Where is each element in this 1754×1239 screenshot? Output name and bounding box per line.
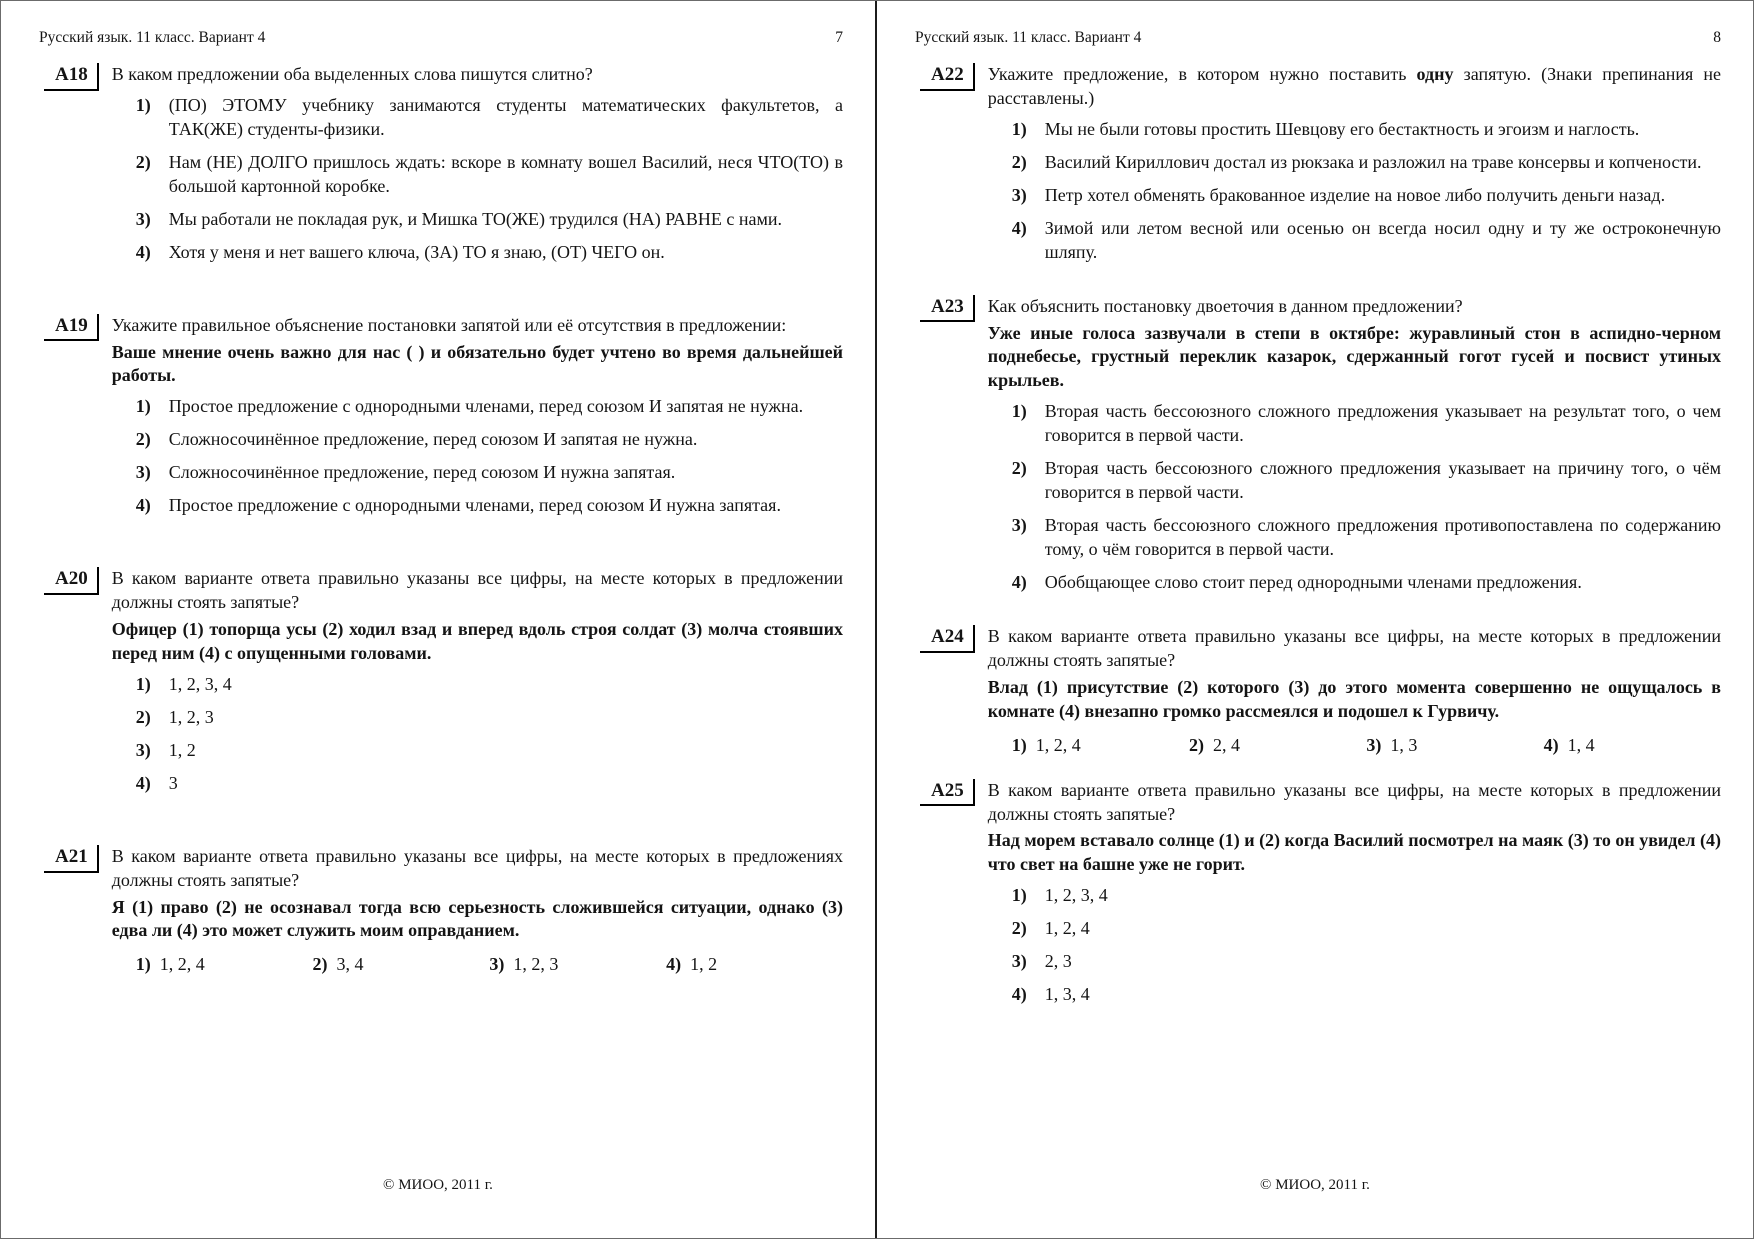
question-prompt: В каком варианте ответа правильно указаны все цифры, на месте которых в предложении должны стоять запятые? <box>987 625 1721 670</box>
answer-option-3: 3) 2, 3 <box>1011 951 1072 972</box>
answer-option-2: 2) 1, 2, 3 <box>135 706 214 727</box>
question-a21 <box>39 845 845 978</box>
question-prompt: В каком варианте ответа правильно указаны все цифры, на месте которых в предложениях должны стоять запятые? <box>111 845 843 890</box>
page-7 <box>1 1 877 1238</box>
answer-option-3: 3) Вторая часть бессоюзного сложного предложения противопоставлена по содержанию тому, о чём говорится в первой части. <box>1011 515 1721 559</box>
question-a20 <box>39 567 845 805</box>
question-label-a22: А22 <box>920 63 975 91</box>
answer-option-3: 3) Сложносочинённое предложение, перед союзом И нужна запятая. <box>135 462 676 483</box>
answer-option-2: 2) 3, 4 <box>312 954 364 975</box>
answer-option-1: 1) Вторая часть бессоюзного сложного предложения указывает на результат того, о чем говорится в первой части. <box>1011 401 1721 446</box>
answer-option-2: 2) 2, 4 <box>1189 734 1241 755</box>
question-label-a18: А18 <box>44 63 99 91</box>
question-prompt: Укажите предложение, в котором нужно поставить одну запятую. (Знаки препинания не расставлены.) <box>987 64 1721 108</box>
answer-option-4: 4) 1, 4 <box>1543 734 1595 755</box>
stimulus-sentence: Над морем вставало солнце (1) и (2) когда Василий посмотрел на маяк (3) то он увидел (4) что свет на башне уже не горит. <box>987 830 1721 875</box>
answer-option-3: 3) Петр хотел обменять бракованное изделие на новое либо получить деньги назад. <box>1011 184 1666 205</box>
answer-option-1: 1) 1, 2, 4 <box>1011 734 1081 755</box>
question-a23 <box>915 295 1723 604</box>
question-a24 <box>915 625 1723 758</box>
answer-option-1: 1) 1, 2, 3, 4 <box>1011 885 1108 906</box>
answer-option-2: 2) Вторая часть бессоюзного сложного предложения указывает на причину того, о чём говорится в первой части. <box>1011 458 1721 503</box>
answer-option-2: 2) Нам (НЕ) ДОЛГО пришлось ждать: вскоре в комнату вошел Василий, неся ЧТО(ТО) в большой картонной коробке. <box>135 151 843 196</box>
answer-option-3: 3) Мы работали не покладая рук, и Мишка ТО(ЖЕ) трудился (НА) РАВНЕ с нами. <box>135 208 783 229</box>
question-label-a23: А23 <box>920 295 975 323</box>
answer-option-4: 4) Обобщающее слово стоит перед однородными членами предложения. <box>1011 571 1582 592</box>
question-prompt: В каком предложении оба выделенных слова пишутся слитно? <box>111 64 593 84</box>
answer-option-2: 2) Сложносочинённое предложение, перед союзом И запятая не нужна. <box>135 429 698 450</box>
page-header <box>39 29 843 47</box>
page-footer: © МИОО, 2011 г. <box>383 1177 493 1193</box>
answer-option-1: 1) Простое предложение с однородными членами, перед союзом И запятая не нужна. <box>135 396 804 417</box>
page-number: 8 <box>1713 29 1721 46</box>
answer-option-3: 3) 1, 2 <box>135 739 196 760</box>
page-number: 7 <box>835 29 843 46</box>
page-8 <box>877 1 1753 1238</box>
answer-option-4: 4) Зимой или летом весной или осенью он всегда носил одну и ту же остроконечную шляпу. <box>1011 217 1721 262</box>
question-label-a19: А19 <box>44 314 99 342</box>
stimulus-sentence: Уже иные голоса зазвучали в степи в октябре: журавлиный стон в аспидно-черном поднебесье, грустный переклик казарок, сдержанный гогот гусей и посвист утиных крыльев. <box>987 322 1721 391</box>
stimulus-sentence: Ваше мнение очень важно для нас ( ) и обязательно будет учтено во время дальнейшей работы. <box>111 341 843 386</box>
answer-option-3: 3) 1, 2, 3 <box>489 954 559 975</box>
question-prompt: Как объяснить постановку двоеточия в данном предложении? <box>987 295 1463 316</box>
answer-option-4: 4) 1, 3, 4 <box>1011 984 1090 1005</box>
answer-option-2: 2) Василий Кириллович достал из рюкзака и разложил на траве консервы и копчености. <box>1011 151 1702 172</box>
answer-option-1: 1) 1, 2, 3, 4 <box>135 673 232 694</box>
question-a22 <box>915 63 1723 274</box>
question-label-a24: А24 <box>920 625 975 653</box>
question-a25 <box>915 779 1723 1017</box>
answer-option-4: 4) 1, 2 <box>666 954 718 975</box>
question-label-a25: А25 <box>920 779 975 807</box>
answer-option-1: 1) (ПО) ЭТОМУ учебнику занимаются студенты математических факультетов, а ТАК(ЖЕ) студенты-физики. <box>135 94 843 139</box>
answer-option-2: 2) 1, 2, 4 <box>1011 918 1090 939</box>
page-footer: © МИОО, 2011 г. <box>1260 1177 1370 1193</box>
question-a19 <box>39 314 845 528</box>
page-header <box>915 29 1721 47</box>
answer-option-1: 1) Мы не были готовы простить Шевцову его бестактность и эгоизм и наглость. <box>1011 118 1640 139</box>
question-prompt: Укажите правильное объяснение постановки запятой или её отсутствия в предложении: <box>111 314 787 335</box>
header-title: Русский язык. 11 класс. Вариант 4 <box>39 29 266 46</box>
answer-option-4: 4) Простое предложение с однородными членами, перед союзом И нужна запятая. <box>135 495 781 516</box>
question-a18 <box>39 63 845 274</box>
question-label-a20: А20 <box>44 567 99 595</box>
stimulus-sentence: Офицер (1) топорща усы (2) ходил взад и вперед вдоль строя солдат (3) молча стоявших перед ним (4) с опущенными головами. <box>111 619 843 663</box>
stimulus-sentence: Влад (1) присутствие (2) которого (3) до этого момента совершенно не ощущалось в комнате (4) внезапно громко рассмеялся и подошел к Гурвичу. <box>987 676 1721 721</box>
answer-option-1: 1) 1, 2, 4 <box>135 954 205 975</box>
answer-option-4: 4) Хотя у меня и нет вашего ключа, (ЗА) ТО я знаю, (ОТ) ЧЕГО он. <box>135 241 665 262</box>
question-prompt: В каком варианте ответа правильно указаны все цифры, на месте которых в предложении должны стоять запятые? <box>111 568 843 613</box>
question-label-a21: А21 <box>44 845 99 873</box>
question-prompt: В каком варианте ответа правильно указаны все цифры, на месте которых в предложении должны стоять запятые? <box>987 779 1721 824</box>
header-title: Русский язык. 11 класс. Вариант 4 <box>915 29 1142 46</box>
answer-option-3: 3) 1, 3 <box>1366 734 1418 755</box>
stimulus-sentence: Я (1) право (2) не осознавал тогда всю серьезность сложившейся ситуации, однако (3) едва ли (4) это может служить моим оправданием. <box>111 896 843 941</box>
answer-option-4: 4) 3 <box>135 772 178 793</box>
